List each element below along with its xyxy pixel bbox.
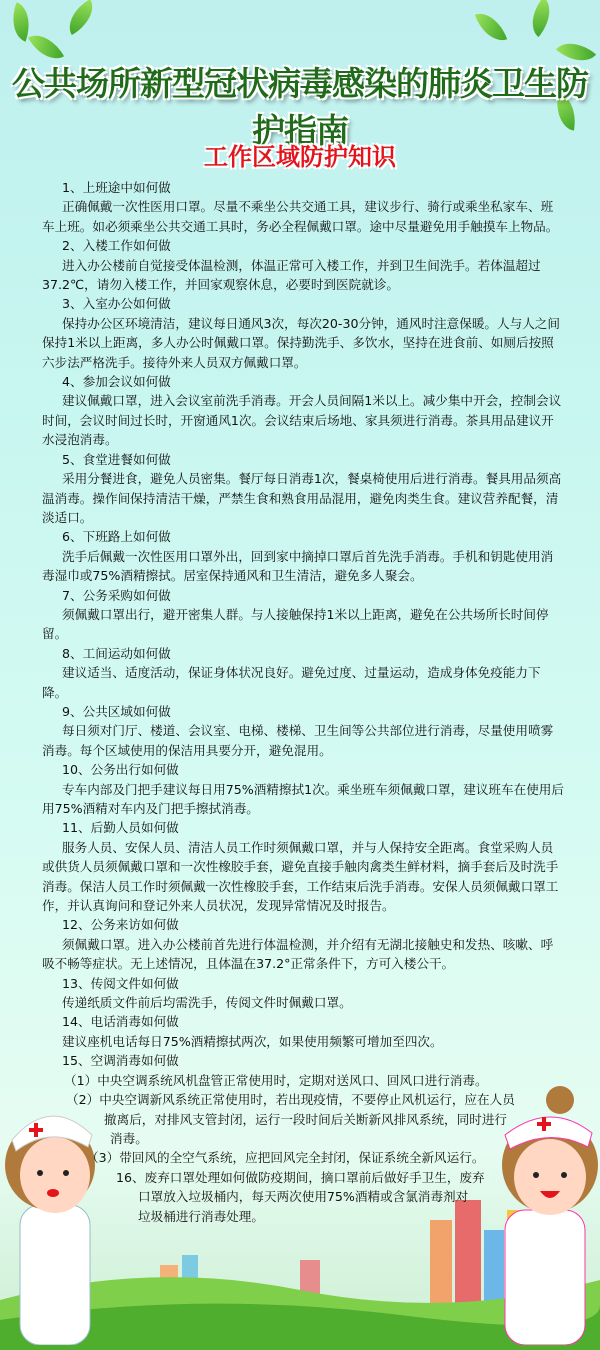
item-8 — [42, 644, 564, 702]
text-line: 口罩放入垃圾桶内，每天两次使用75%酒精或含氯消毒剂对 — [138, 1189, 469, 1205]
item-12 — [42, 915, 564, 973]
leaf-decoration — [61, 0, 101, 35]
item-heading: 5、食堂进餐如何做 — [62, 451, 171, 467]
item-15-sub-1: （1）中央空调系统风机盘管正常使用时，定期对送风口、回风口进行消毒。 — [64, 1072, 488, 1088]
poster-subtitle: 工作区域防护知识 — [204, 143, 396, 171]
item-heading: 15、空调消毒如何做 — [62, 1053, 179, 1069]
item-heading: 9、公共区域如何做 — [62, 703, 171, 719]
item-10 — [42, 760, 564, 818]
item-heading: 7、公务采购如何做 — [62, 587, 171, 603]
item-text: 洗手后佩戴一次性医用口罩外出，回到家中摘掉口罩后首先洗手消毒。手机和钥匙使用消毒湿巾或75%酒精擦拭。居室保持通风和卫生清洁，避免多人聚会。 — [42, 548, 554, 584]
item-3 — [42, 294, 564, 372]
text-line: 消毒。 — [110, 1130, 148, 1146]
item-text: 服务人员、安保人员、清洁人员工作时须佩戴口罩，并与人保持安全距离。食堂采购人员或供货人员须佩戴口罩和一次性橡胶手套，避免直接手触肉禽类生鲜材料，摘手套后及时洗手消毒。保洁人员工作时须佩戴一次性橡胶手套，工作结束后洗手消毒。安保人员须佩戴口罩工作，并认真询问和登记外来人员状况，发现异常情况及时报告。 — [42, 839, 559, 914]
item-9 — [42, 702, 564, 760]
item-text: 须佩戴口罩出行，避开密集人群。与人接触保持1米以上距离，避免在公共场所长时间停留。 — [42, 606, 549, 642]
item-15-sub-3: （3）带回风的全空气系统，应把回风完全封闭，保证系统全新风运行。 — [86, 1150, 485, 1166]
item-1 — [42, 178, 564, 236]
item-text: 专车内部及门把手建议每日用75%酒精擦拭1次。乘坐班车须佩戴口罩，建议班车在使用后用75%酒精对车内及门把手擦拭消毒。 — [42, 781, 564, 816]
item-text: 建议佩戴口罩，进入会议室前洗手消毒。开会人员间隔1米以上。减少集中开会，控制会议时间，会议时间过长时，开窗通风1次。会议结束后场地、家具须进行消毒。茶具用品建议开水浸泡消毒。 — [42, 393, 562, 448]
item-heading: 3、入室办公如何做 — [62, 296, 171, 312]
item-heading: 12、公务来访如何做 — [62, 917, 179, 933]
item-16 — [42, 1168, 564, 1226]
item-5 — [42, 450, 564, 528]
item-15-sub-2 — [42, 1090, 564, 1148]
item-text: 正确佩戴一次性医用口罩。尽量不乘坐公共交通工具，建议步行、骑行或乘坐私家车、班车上班。如必须乘坐公共交通工具时，务必全程佩戴口罩。途中尽量避免用手触摸车上物品。 — [42, 199, 559, 234]
item-heading: 10、公务出行如何做 — [62, 762, 179, 778]
item-heading: 4、参加会议如何做 — [62, 374, 171, 390]
item-13 — [42, 974, 564, 1013]
item-heading: 2、入楼工作如何做 — [62, 238, 171, 254]
item-14 — [42, 1012, 564, 1051]
item-11 — [42, 818, 564, 915]
leaf-decoration — [522, 0, 561, 37]
item-text: 采用分餐进食，避免人员密集。餐厅每日消毒1次，餐桌椅使用后进行消毒。餐具用品须高温消毒。操作间保持清洁干燥，严禁生食和熟食用品混用，避免肉类生食。建议营养配餐，清淡适口。 — [42, 471, 562, 525]
item-heading: 1、上班途中如何做 — [62, 180, 171, 195]
poster-title: 公共场所新型冠状病毒感染的肺炎卫生防护指南 — [12, 64, 588, 150]
item-heading: 11、后勤人员如何做 — [62, 820, 179, 836]
item-heading: 8、工间运动如何做 — [62, 645, 171, 661]
item-heading: 13、传阅文件如何做 — [62, 975, 179, 991]
item-7 — [42, 586, 564, 644]
text-line: 撤离后，对排风支管封闭，运行一段时间后关断新风排风系统，同时进行 — [104, 1111, 507, 1127]
text-line: 16、废弃口罩处理如何做防疫期间，摘口罩前后做好手卫生，废弃 — [116, 1169, 485, 1185]
text-line: （2）中央空调新风系统正常使用时，若出现疫情，不要停止风机运行，应在人员 — [66, 1092, 515, 1108]
item-text: 进入办公楼前自觉接受体温检测，体温正常可入楼工作，并到卫生间洗手。若体温超过37.2℃，请勿入楼工作，并回家观察休息，必要时到医院就诊。 — [42, 257, 541, 293]
item-text: 建议座机电话每日75%酒精擦拭两次，如果使用频繁可增加至四次。 — [62, 1033, 443, 1049]
leaf-decoration — [475, 7, 507, 46]
text-line: 垃圾桶进行消毒处理。 — [138, 1208, 264, 1224]
item-text: 传递纸质文件前后均需洗手，传阅文件时佩戴口罩。 — [62, 995, 352, 1011]
guide-content — [42, 178, 564, 1226]
item-text: 须佩戴口罩。进入办公楼前首先进行体温检测，并介绍有无湖北接触史和发热、咳嗽、呼吸不畅等症状。无上述情况，且体温在37.2°正常条件下，方可入楼公干。 — [42, 936, 554, 972]
item-heading: 6、下班路上如何做 — [62, 529, 171, 545]
item-6 — [42, 527, 564, 585]
item-heading: 14、电话消毒如何做 — [62, 1014, 179, 1030]
item-15 — [42, 1051, 564, 1167]
item-4 — [42, 372, 564, 450]
item-text: 建议适当、适度活动，保证身体状况良好。避免过度、过量运动，造成身体免疫能力下降。 — [42, 665, 541, 700]
item-text: 每日须对门厅、楼道、会议室、电梯、楼梯、卫生间等公共部位进行消毒，尽量使用喷雾消毒。每个区域使用的保洁用具要分开，避免混用。 — [42, 723, 554, 758]
item-2 — [42, 236, 564, 294]
item-text: 保持办公区环境清洁，建议每日通风3次，每次20-30分钟，通风时注意保暖。人与人之间保持1米以上距离，多人办公时佩戴口罩。保持勤洗手、多饮水，坚持在进食前、如厕后按照六步法严格洗手。接待外来人员双方佩戴口罩。 — [42, 315, 560, 370]
